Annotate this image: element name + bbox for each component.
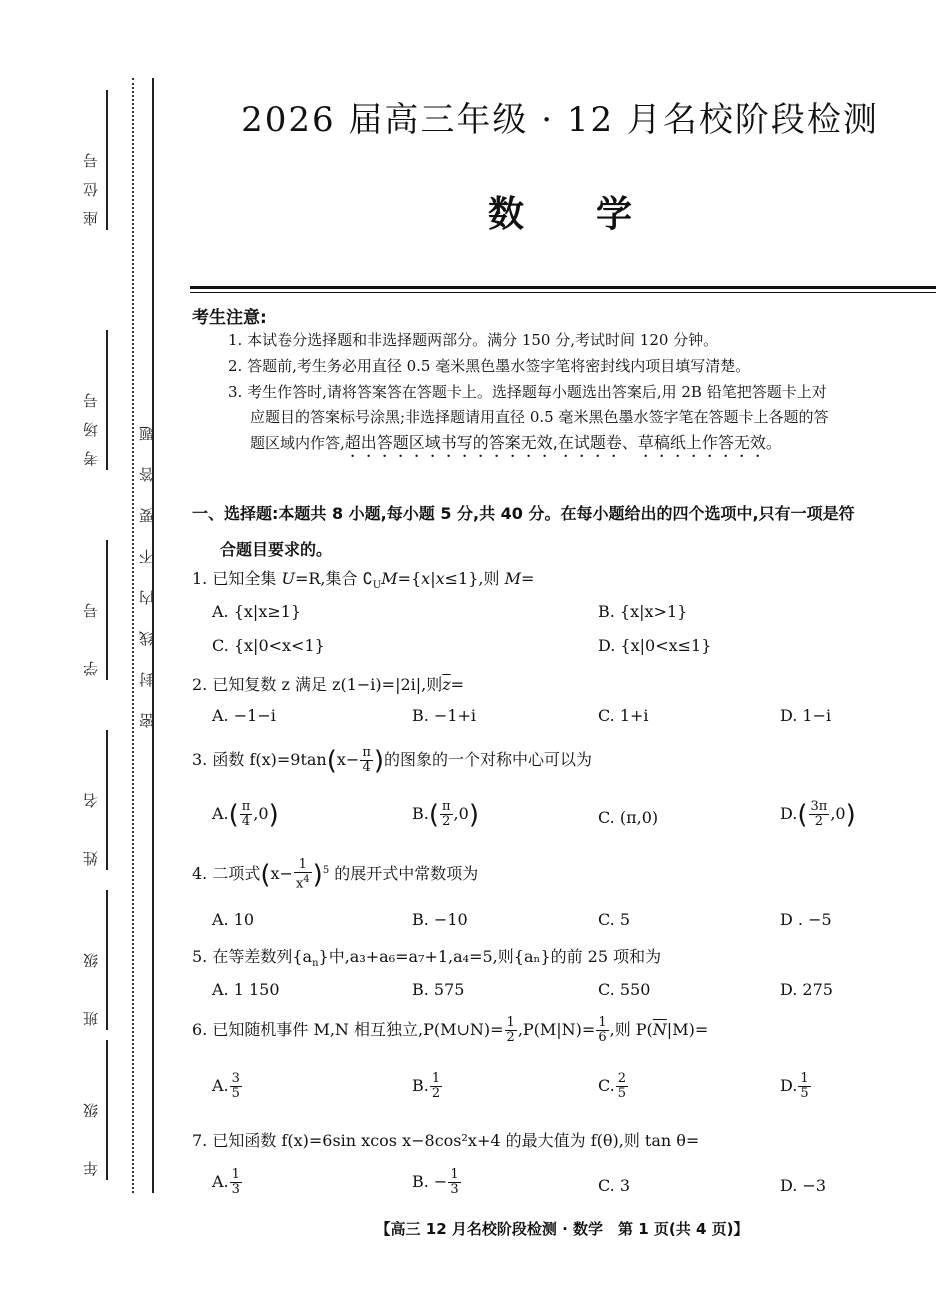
notice-heading: 考生注意: [192, 308, 267, 328]
question-6 [192, 1016, 932, 1045]
q-text: }中,a₃+a₆=a₇+1,a₄=5,则{aₙ}的前 25 项和为 [318, 947, 662, 966]
option-1d[interactable]: D. {x|0<x≤1} [598, 636, 712, 655]
page-footer: 【高三 12 月名校阶段检测 · 数学 第 1 页(共 4 页)】 [375, 1220, 749, 1238]
option-6a[interactable]: A. $\frac{3}{5}$ [212, 1071, 240, 1101]
header-rule-thin [190, 292, 936, 293]
exam-room-field[interactable] [78, 330, 118, 470]
q-text: x− [336, 750, 360, 769]
q-text: 1. 已知全集 [192, 569, 282, 588]
question-5: 5. 在等差数列$\{a_n\}$中,a₃+a₆=a₇+1,a₄=5,则{aₙ}的前 25 项和为 [192, 947, 662, 970]
q-text: ,则 P( [609, 1020, 653, 1039]
option-4a[interactable]: A. 10 [212, 910, 255, 929]
option-1a[interactable]: A. {x|x≥1} [212, 602, 302, 621]
option-6c[interactable]: C. $\frac{2}{5}$ [598, 1071, 627, 1101]
option-5a[interactable]: A. 1 150 [212, 980, 280, 999]
notice-text: 题区域内作答, [250, 434, 345, 452]
q-text: ={ [397, 569, 422, 588]
option-3b[interactable]: B.( $\frac{\pi}{2}$ ,0) [412, 799, 479, 830]
grade-field[interactable] [78, 1040, 118, 1180]
student-id-label: 学 号 [82, 589, 100, 676]
q-text: 3. 函数 f(x)=9tan [192, 750, 327, 769]
option-7d[interactable]: D. −3 [780, 1176, 827, 1195]
subject-title [190, 186, 930, 237]
fraction: $\frac{1}{2}$ [506, 1015, 515, 1045]
option-5b[interactable]: B. 575 [412, 980, 465, 999]
option-2a[interactable]: A. −1−i [212, 706, 276, 725]
grade-label: 年 级 [82, 1089, 100, 1176]
option-2c[interactable]: C. 1+i [598, 706, 649, 725]
option-4c[interactable]: C. 5 [598, 910, 631, 929]
fill-line [106, 330, 108, 470]
subject-char: 学 [596, 193, 633, 235]
seat-number-field[interactable] [78, 90, 118, 230]
fill-line [106, 730, 108, 870]
q-text: 5. 在等差数列{a [192, 947, 313, 966]
q-text: 4. 二项式 [192, 864, 261, 884]
option-5c[interactable]: C. 550 [598, 980, 651, 999]
notice-item-3 [228, 380, 938, 461]
q-text: =R,集合 ∁ [294, 569, 373, 588]
question-7: 7. 已知函数 f(x)=6sin xcos x−8cos²x+4 的最大值为 f(θ),则 tan θ= [192, 1131, 700, 1150]
notice-item-2: 2. 答题前,考生务必用直径 0.5 毫米黑色墨水签字笔将密封线内项目填写清楚。 [228, 357, 751, 375]
q-text: |M)= [666, 1020, 709, 1039]
fill-line [106, 90, 108, 230]
q-text: 的展开式中常数项为 [329, 864, 479, 884]
seal-warning: 密封线内不要答题 [138, 400, 156, 728]
q-text: 的图象的一个对称中心可以为 [384, 750, 593, 769]
fill-line [106, 540, 108, 680]
option-2d[interactable]: D. 1−i [780, 706, 832, 725]
seat-number-label: 座位号 [82, 139, 100, 226]
seal-dotted-line [132, 78, 134, 1193]
name-label: 姓 名 [82, 779, 100, 866]
emphasized-warning: 超出答题区域书写的答案无效,在试题卷、草稿纸上作答无效。 [344, 433, 782, 452]
notice-item-3-line [228, 430, 938, 461]
q-text: x− [270, 864, 293, 884]
conjugate-z: $\overline{z}$ [442, 675, 451, 694]
option-4d[interactable]: D . −5 [780, 910, 832, 929]
exam-title: 2026 届高三年级 · 12 月名校阶段检测 [241, 100, 879, 140]
option-1b[interactable]: B. {x|x>1} [598, 602, 688, 621]
question-2 [192, 672, 932, 695]
subject-char: 数 [487, 193, 524, 235]
q-text: 2. 已知复数 z 满足 z(1−i)=|2i|,则 [192, 675, 443, 694]
question-3: 3. 函数 f(x)=9tan(x− $\frac{\pi}{4}$ )的图象的一个对称中心可以为 [192, 745, 593, 776]
option-7a[interactable]: A. $\frac{1}{3}$ [212, 1167, 240, 1197]
notice-item-3-line: 应题目的答案标号涂黑;非选择题请用直径 0.5 毫米黑色墨水签字笔在答题卡上各题的答 [250, 408, 829, 426]
name-field[interactable] [78, 730, 118, 870]
option-7b[interactable]: B. − $\frac{1}{3}$ [412, 1167, 459, 1197]
fraction: $\frac{1}{x^4}$ [295, 857, 310, 892]
complement-n: $\overline{N}$ [652, 1020, 667, 1039]
class-label: 班 级 [82, 939, 100, 1026]
option-4b[interactable]: B. −10 [412, 910, 468, 929]
option-7c[interactable]: C. 3 [598, 1176, 631, 1195]
option-6b[interactable]: B. $\frac{1}{2}$ [412, 1071, 441, 1101]
q-text: ,P(M|N)= [517, 1020, 596, 1039]
notice-item-1: 1. 本试卷分选择题和非选择题两部分。满分 150 分,考试时间 120 分钟。 [228, 331, 719, 349]
class-field[interactable] [78, 890, 118, 1030]
option-6d[interactable]: D. $\frac{1}{5}$ [780, 1071, 809, 1101]
student-id-field[interactable] [78, 540, 118, 680]
q-text: = [450, 675, 465, 694]
option-2b[interactable]: B. −1+i [412, 706, 477, 725]
question-4: 4. 二项式(x− $\frac{1}{x^4}$ )$^5$ 的展开式中常数项为 [192, 857, 479, 892]
option-3a[interactable]: A.( $\frac{\pi}{4}$ ,0) [212, 799, 279, 830]
option-3d[interactable]: D.( $\frac{3\pi}{2}$ ,0) [780, 799, 856, 830]
exponent: 5 [322, 864, 330, 876]
option-1c[interactable]: C. {x|0<x<1} [212, 636, 325, 655]
option-3c[interactable]: C. (π,0) [598, 808, 659, 827]
fill-line [106, 890, 108, 1030]
question-1: 1. 已知全集 U=R,集合 $∁_UM=\{x|x\le 1\}$,则 M= [192, 569, 535, 592]
section-line: 一、选择题:本题共 8 小题,每小题 5 分,共 40 分。在每小题给出的四个选项中,只有一项是符 [192, 504, 855, 523]
exam-room-label: 考场号 [82, 379, 100, 466]
q-text: 6. 已知随机事件 M,N 相互独立,P(M∪N)= [192, 1020, 504, 1039]
section-heading [192, 496, 938, 568]
notice-item-3-line: 3. 考生作答时,请将答案答在答题卡上。选择题每小题选出答案后,用 2B 铅笔把答题卡上对 [228, 383, 827, 401]
fraction: $\frac{\pi}{4}$ [362, 745, 371, 775]
option-5d[interactable]: D. 275 [780, 980, 833, 999]
fraction: $\frac{1}{6}$ [598, 1015, 607, 1045]
fill-line [106, 1040, 108, 1180]
q-text: ≤1},则 [444, 569, 505, 588]
header-rule [190, 286, 936, 289]
section-line: 合题目要求的。 [220, 540, 333, 559]
